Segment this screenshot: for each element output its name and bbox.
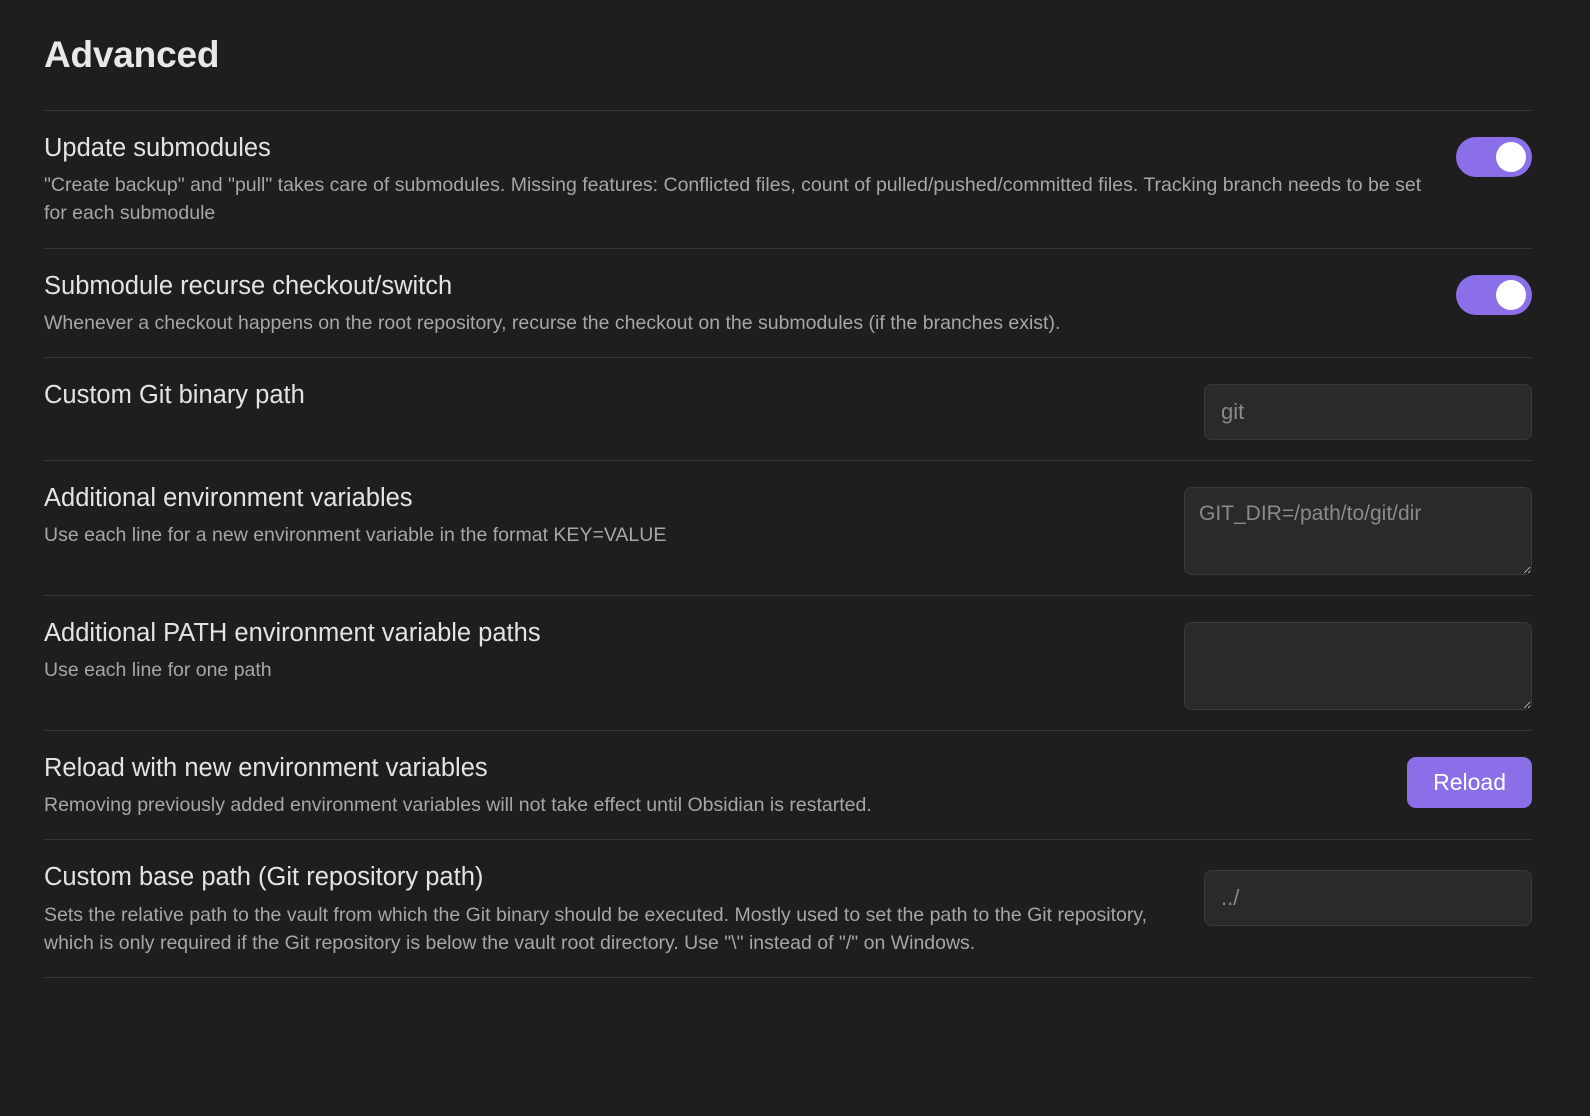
setting-description: Use each line for a new environment variable in the format KEY=VALUE — [44, 524, 667, 547]
toggle-update-submodules[interactable] — [1456, 137, 1532, 177]
toggle-submodule-recurse-checkout[interactable] — [1456, 275, 1532, 315]
setting-info — [44, 862, 1174, 957]
custom-git-binary-path-input[interactable] — [1204, 384, 1532, 440]
setting-description: Use each line for one path — [44, 659, 272, 682]
setting-info — [44, 133, 1426, 228]
additional-path-variables-textarea[interactable] — [1184, 622, 1532, 710]
setting-control — [1204, 862, 1532, 926]
setting-item-additional-path-variables — [44, 595, 1532, 730]
setting-name: Custom Git binary path — [44, 381, 305, 410]
setting-info — [44, 753, 1377, 819]
setting-item-custom-git-binary-path — [44, 357, 1532, 460]
setting-item-custom-base-path — [44, 839, 1532, 977]
additional-env-variables-textarea[interactable] — [1184, 487, 1532, 575]
setting-name: Update submodules — [44, 134, 271, 162]
reload-button[interactable]: Reload — [1407, 757, 1532, 808]
setting-info — [44, 618, 1154, 684]
setting-name: Submodule recurse checkout/switch — [44, 271, 453, 300]
toggle-knob — [1496, 280, 1526, 310]
settings-list-bottom-divider — [44, 977, 1532, 978]
setting-description: Removing previously added environment variables will not take effect until Obsidian is restarted. — [44, 794, 872, 817]
setting-info — [44, 483, 1154, 549]
setting-item-update-submodules — [44, 110, 1532, 248]
setting-info — [44, 271, 1426, 337]
setting-control — [1184, 618, 1532, 710]
setting-control — [1204, 380, 1532, 440]
setting-name: Custom base path (Git repository path) — [44, 863, 484, 892]
setting-control — [1456, 133, 1532, 177]
setting-name: Reload with new environment variables — [44, 754, 488, 783]
setting-info — [44, 380, 1174, 411]
setting-item-submodule-recurse-checkout — [44, 248, 1532, 357]
setting-description: "Create backup" and "pull" takes care of submodules. Missing features: Conflicted files, count of pulled/pushed/committed files. Tracking branch needs to be set for each submodule — [44, 174, 1422, 225]
setting-description: Sets the relative path to the vault from which the Git binary should be executed. Mostly used to set the path to the Git repository, which is only required if the Git repository is below the vault root directory. Use "\" instead of "/" on Windows. — [44, 903, 1148, 954]
custom-base-path-input[interactable] — [1204, 870, 1532, 926]
setting-control — [1407, 753, 1532, 808]
setting-control — [1456, 271, 1532, 315]
toggle-knob — [1496, 142, 1526, 172]
setting-control — [1184, 483, 1532, 575]
setting-description: Whenever a checkout happens on the root repository, recurse the checkout on the submodules (if the branches exist). — [44, 311, 1061, 334]
setting-item-reload-env-variables — [44, 730, 1532, 839]
setting-name: Additional environment variables — [44, 484, 413, 513]
setting-name: Additional PATH environment variable paths — [44, 619, 541, 648]
setting-item-additional-env-variables — [44, 460, 1532, 595]
page-title: Advanced — [44, 34, 220, 75]
